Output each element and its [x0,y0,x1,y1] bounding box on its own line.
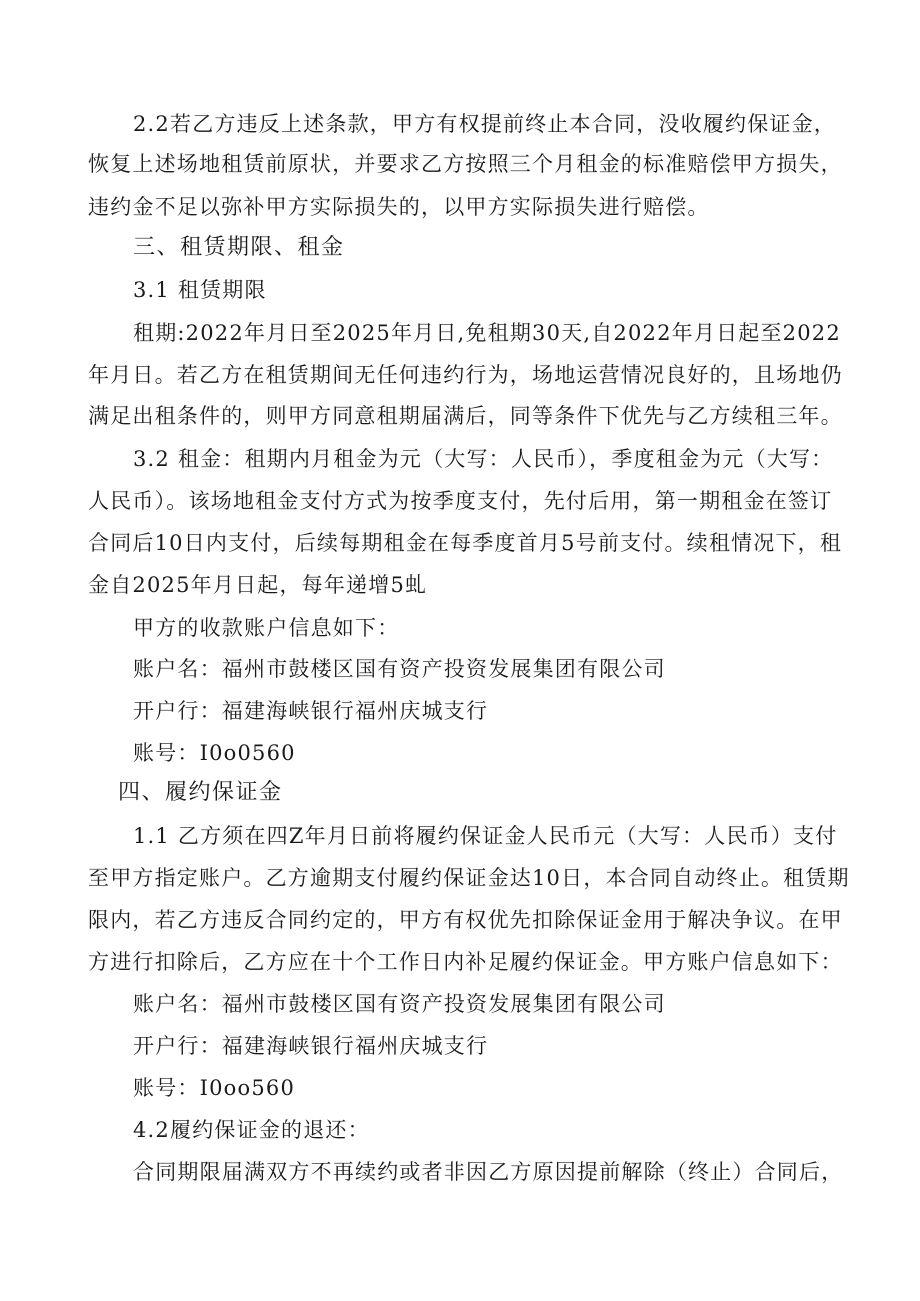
clause-3-1-line-3: 满足出租条件的，则甲方同意租期届满后，同等条件下优先与乙方续租三年。 [88,404,843,428]
account-number-1: 账号：I0o0560 [133,741,296,765]
account-name-1: 账户名：福州市鼓楼区国有资产投资发展集团有限公司 [133,657,666,681]
clause-3-2-line-2: 人民币）。该场地租金支付方式为按季度支付，先付后用，第一期租金在签订 [88,489,833,513]
clause-1-1-line-1: 1.1 乙方须在四Z年月日前将履约保证金人民币元（大写：人民币）支付 [133,824,838,848]
clause-2-2-line-1: 2.2若乙方违反上述条款，甲方有权提前终止本合同，没收履约保证金， [133,112,836,136]
clause-3-2-line-1: 3.2 租金：租期内月租金为元（大写：人民币），季度租金为元（大写： [133,447,834,471]
account-name-2: 账户名：福州市鼓楼区国有资产投资发展集团有限公司 [133,992,666,1016]
section-heading-deposit: 四、履约保证金 [118,780,283,805]
clause-1-1-line-3: 限内，若乙方违反合同约定的，甲方有权优先扣除保证金用于解决争议。在甲 [88,908,843,932]
clause-1-1-line-2: 至甲方指定账户。乙方逾期支付履约保证金达10日，本合同自动终止。租赁期 [88,866,850,890]
clause-2-2-line-3: 违约金不足以弥补甲方实际损失的，以甲方实际损失进行赔偿。 [88,195,710,219]
account-number-2: 账号：I0oo560 [133,1076,296,1100]
clause-3-1-line-1: 租期:2022年月日至2025年月日,免租期30天,自2022年月日起至2022 [133,321,841,345]
bank-name-1: 开户行：福建海峡银行福州庆城支行 [133,699,489,723]
bank-name-2: 开户行：福建海峡银行福州庆城支行 [133,1034,489,1058]
clause-2-2-line-2: 恢复上述场地租赁前原状，并要求乙方按照三个月租金的标准赔偿甲方损失， [88,152,843,176]
clause-4-2-line-1: 合同期限届满双方不再续约或者非因乙方原因提前解除（终止）合同后， [133,1160,844,1184]
account-info-intro: 甲方的收款账户信息如下： [133,616,400,640]
section-heading-lease-term: 三、租赁期限、租金 [133,235,345,260]
clause-1-1-line-4: 方进行扣除后，乙方应在十个工作日内补足履约保证金。甲方账户信息如下： [88,950,843,974]
clause-3-1-title: 3.1 租赁期限 [133,278,267,302]
clause-3-1-line-2: 年月日。若乙方在租赁期间无任何违约行为，场地运营情况良好的，且场地仍 [88,363,843,387]
clause-4-2-title: 4.2履约保证金的退还： [133,1118,370,1142]
clause-3-2-line-3: 合同后10日内支付，后续每期租金在每季度首月5号前支付。续租情况下，租 [88,531,843,555]
clause-3-2-line-4: 金自2025年月日起，每年递增5虬 [88,573,428,597]
